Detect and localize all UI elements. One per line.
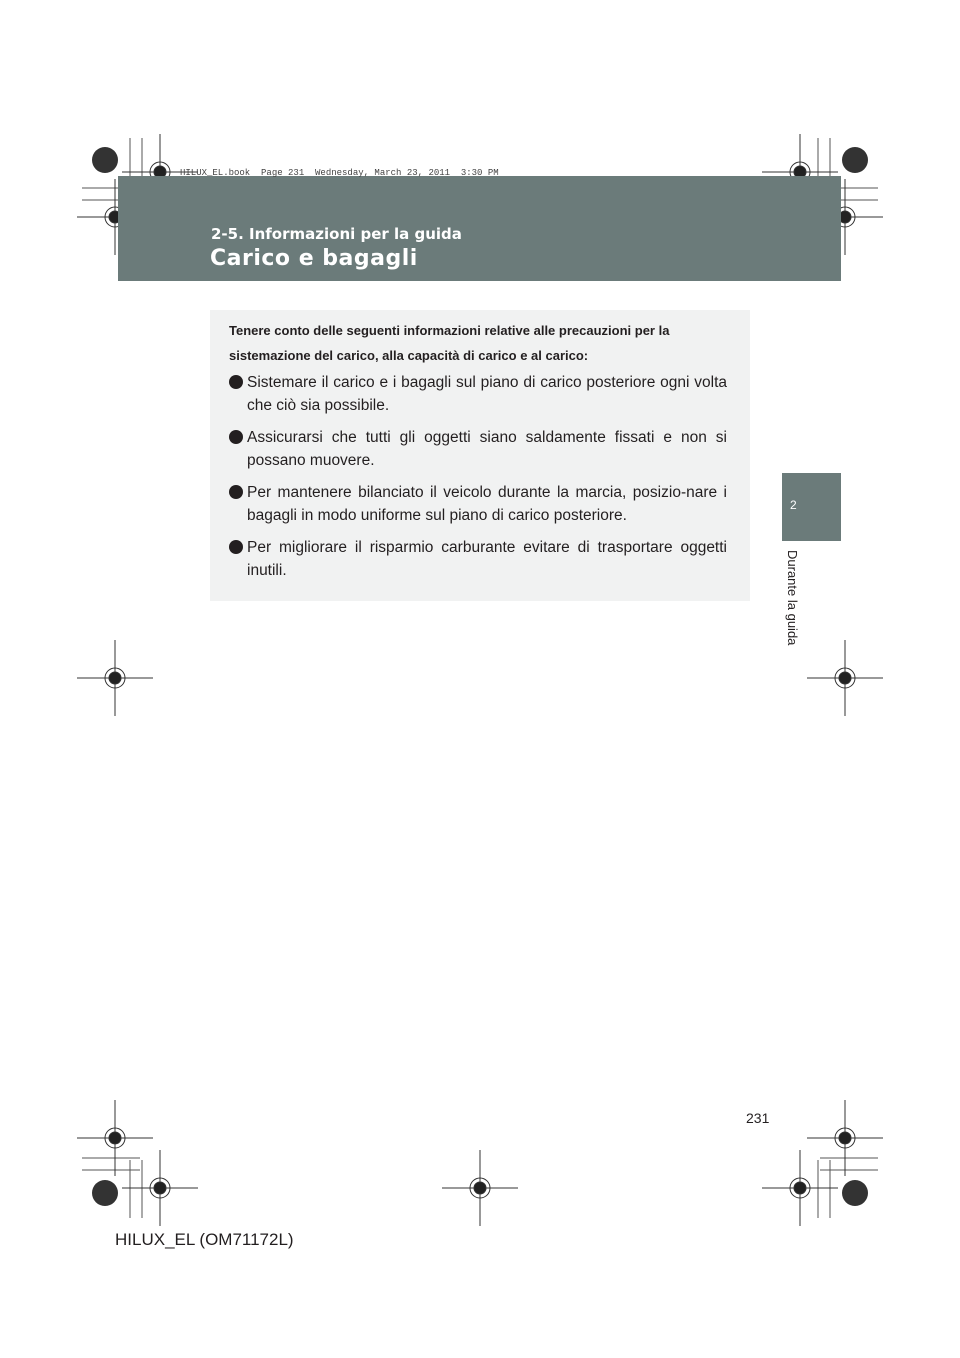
crosshair-mark (154, 1182, 166, 1194)
crosshair-mark (474, 1182, 486, 1194)
list-item: Assicurarsi che tutti gli oggetti siano saldamente fissati e non si possano muovere. (229, 426, 727, 472)
crosshair-mark (839, 1132, 851, 1144)
bullet-icon (229, 540, 243, 554)
crosshair-mark (109, 1132, 121, 1144)
intro-text: Tenere conto delle seguenti informazioni relative alle precauzioni per la sistemazione del carico, alla capacità di carico e al carico: (229, 323, 670, 363)
chapter-number: 2 (790, 498, 797, 512)
bullet-icon (229, 375, 243, 389)
page-title: Carico e bagagli (210, 246, 418, 271)
list-item: Per migliorare il risparmio carburante evitare di trasportare oggetti inutili. (229, 536, 727, 582)
crosshair-mark (839, 672, 851, 684)
list-item: Sistemare il carico e i bagagli sul piano di carico posteriore ogni volta che ciò sia possibile. (229, 371, 727, 417)
bullet-list (229, 371, 727, 591)
list-item: Per mantenere bilanciato il veicolo durante la marcia, posizio-nare i bagagli in modo uniforme sul piano di carico posteriore. (229, 481, 727, 527)
crosshair-mark (109, 672, 121, 684)
crosshair-mark (794, 1182, 806, 1194)
bullet-icon (229, 485, 243, 499)
book-slug: HILUX_EL.book Page 231 Wednesday, March 23, 2011 3:30 PM (180, 168, 499, 178)
page-number: 231 (746, 1110, 770, 1126)
chapter-label: Durante la guida (785, 550, 800, 646)
bullet-icon (229, 430, 243, 444)
document-code: HILUX_EL (OM71172L) (115, 1230, 294, 1249)
section-heading: 2-5. Informazioni per la guida (211, 225, 462, 243)
